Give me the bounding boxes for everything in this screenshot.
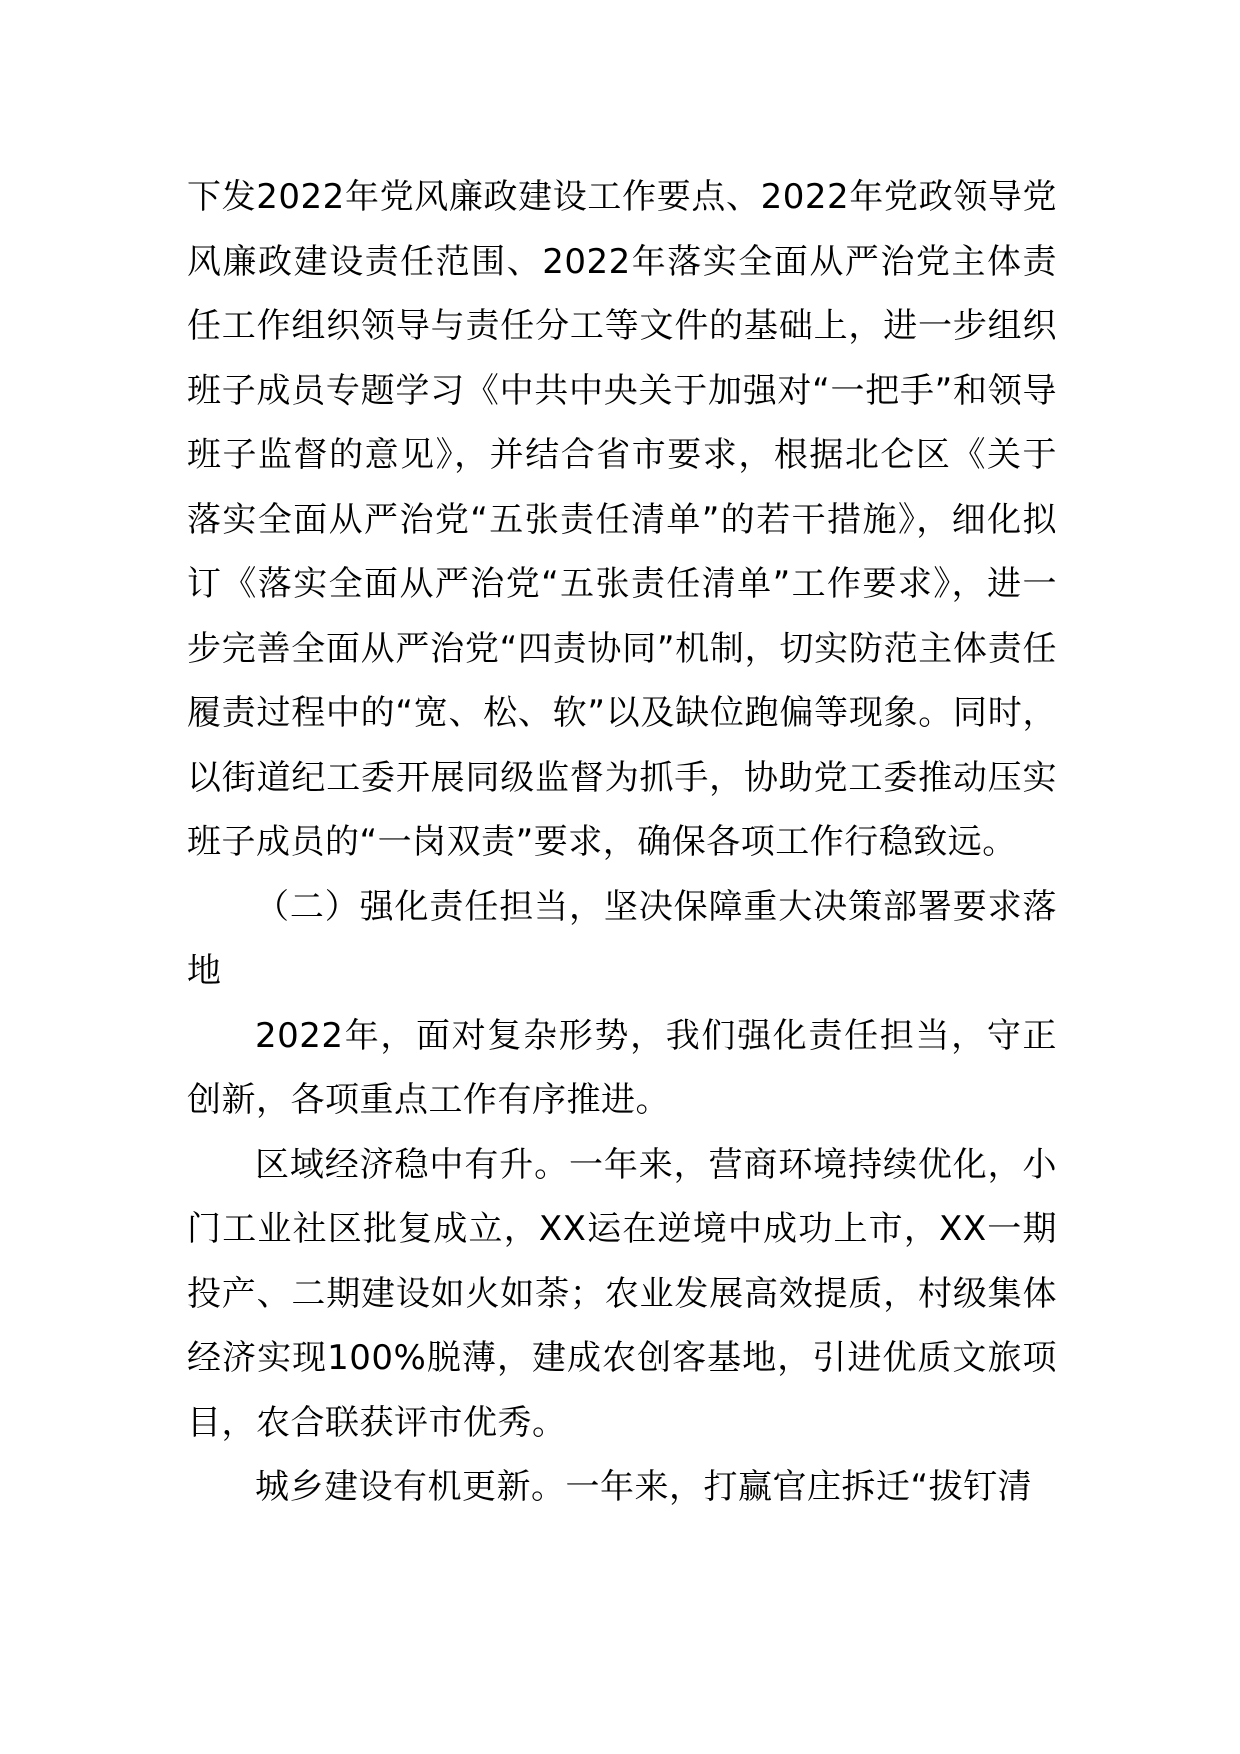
body-paragraph-5: 城乡建设有机更新。一年来，打赢官庄拆迁“拔钉清 — [255, 1467, 1033, 1507]
section-heading-2: （二）强化责任担当，坚决保障重大决策部署要求落地 — [187, 886, 1057, 991]
body-paragraph-4: 区域经济稳中有升。一年来，营商环境持续优化，小门工业社区批复成立，XX运在逆境中成功上市，XX一期投产、二期建设如火如荼；农业发展高效提质，村级集体经济实现100%脱薄，建成农创客基地，引进优质文旅项目，农合联获评市优秀。 — [187, 1144, 1057, 1443]
body-paragraph-3: 2022年，面对复杂形势，我们强化责任担当，守正创新，各项重点工作有序推进。 — [187, 1015, 1057, 1120]
body-paragraph-1: 下发2022年党风廉政建设工作要点、2022年党政领导党风廉政建设责任范围、2022年落实全面从严治党主体责任工作组织领导与责任分工等文件的基础上，进一步组织班子成员专题学习《中共中央关于加强对“一把手”和领导班子监督的意见》，并结合省市要求，根据北仑区《关于落实全面从严治党“五张责任清单”的若干措施》，细化拟订《落实全面从严治党“五张责任清单”工作要求》，进一步完善全面从严治党“四责协同”机制，切实防范主体责任履责过程中的“宽、松、软”以及缺位跑偏等现象。同时，以街道纪工委开展同级监督为抓手，协助党工委推动压实班子成员的“一岗双责”要求，确保各项工作行稳致远。 — [187, 177, 1057, 862]
document-page — [187, 165, 1057, 1520]
